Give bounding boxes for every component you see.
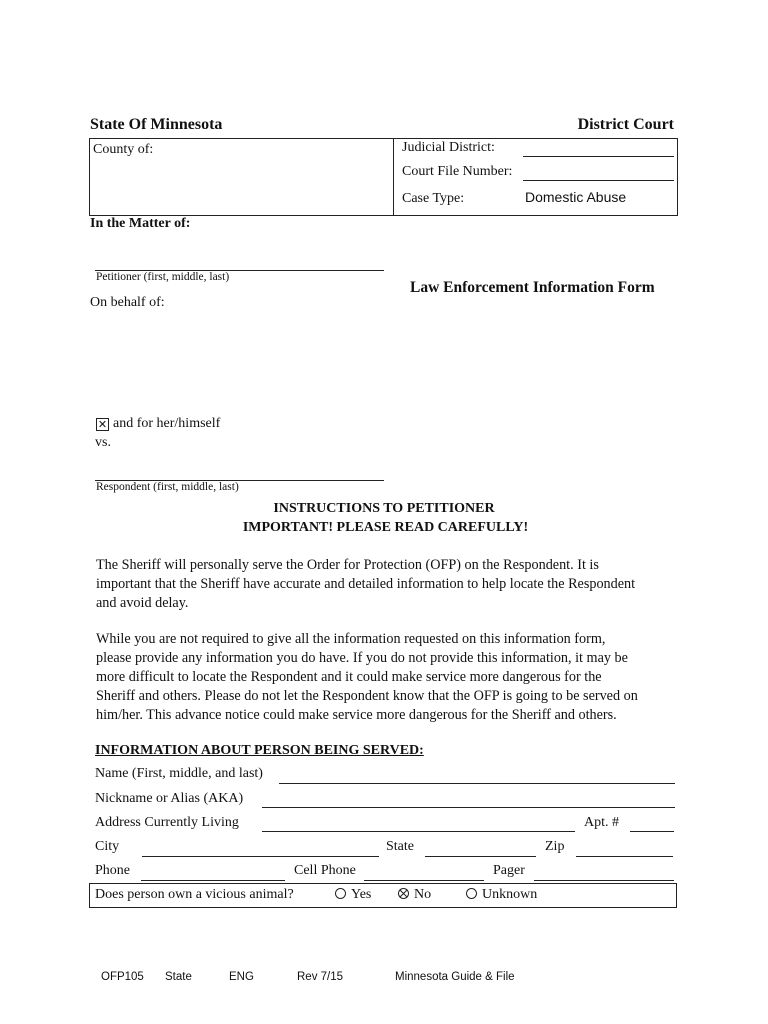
pager-label: Pager [493, 863, 525, 878]
paragraph-line: While you are not required to give all the information requested on this information form, [96, 631, 606, 647]
cell-phone-field[interactable] [364, 880, 484, 881]
form-title: Law Enforcement Information Form [410, 279, 655, 296]
animal-yes-label: Yes [351, 887, 372, 902]
vicious-animal-question: Does person own a vicious animal? [95, 887, 294, 902]
radio-checked-icon[interactable] [398, 888, 409, 899]
instructions-title: INSTRUCTIONS TO PETITIONER [273, 501, 495, 516]
court-file-number-field[interactable] [523, 180, 674, 181]
instructions-paragraph-2 [96, 630, 686, 725]
footer-source: Minnesota Guide & File [395, 971, 515, 983]
phone-label: Phone [95, 863, 130, 878]
case-type-value: Domestic Abuse [525, 189, 627, 205]
in-the-matter-of-label: In the Matter of: [90, 216, 191, 231]
footer-form-id: OFP105 [101, 971, 144, 983]
city-field[interactable] [142, 856, 379, 857]
name-label: Name (First, middle, and last) [95, 766, 263, 781]
judicial-district-field[interactable] [523, 156, 674, 157]
paragraph-line: Sheriff and others. Please do not let the Respondent know that the OFP is going to be served on [96, 688, 638, 704]
animal-option-unknown[interactable] [466, 887, 537, 903]
animal-option-yes[interactable] [335, 887, 371, 903]
state-heading: State Of Minnesota [90, 116, 223, 133]
petitioner-label: Petitioner (first, middle, last) [96, 271, 230, 283]
pager-field[interactable] [534, 880, 674, 881]
self-checkbox-row[interactable] [96, 416, 220, 432]
nickname-label: Nickname or Alias (AKA) [95, 791, 244, 806]
zip-label: Zip [545, 839, 565, 854]
name-field[interactable] [279, 783, 675, 784]
paragraph-line: and avoid delay. [96, 595, 189, 611]
important-title: IMPORTANT! PLEASE READ CAREFULLY! [242, 520, 529, 535]
checkbox-checked-icon[interactable]: ✕ [97, 418, 108, 431]
county-label: County of: [93, 142, 154, 157]
animal-option-no[interactable] [398, 887, 431, 903]
court-file-number-label: Court File Number: [402, 164, 513, 179]
address-field[interactable] [262, 831, 575, 832]
state-field[interactable] [425, 856, 536, 857]
self-checkbox-label: and for her/himself [113, 416, 221, 431]
paragraph-line: please provide any information you do have. If you do not provide this information, it may be [96, 650, 628, 666]
city-label: City [95, 839, 120, 854]
footer-revision: Rev 7/15 [297, 971, 344, 983]
info-section-title: INFORMATION ABOUT PERSON BEING SERVED: [95, 743, 424, 758]
nickname-field[interactable] [262, 807, 675, 808]
vs-label: vs. [95, 435, 111, 450]
judicial-district-label: Judicial District: [402, 140, 495, 155]
instructions-paragraph-1 [96, 556, 686, 613]
radio-unchecked-icon[interactable] [466, 888, 477, 899]
case-type-label: Case Type: [402, 191, 465, 206]
footer [0, 971, 768, 987]
animal-no-label: No [414, 887, 432, 902]
paragraph-line: The Sheriff will personally serve the Order for Protection (OFP) on the Respondent. It is [96, 557, 599, 573]
respondent-label: Respondent (first, middle, last) [96, 481, 239, 493]
court-heading: District Court [577, 116, 674, 133]
address-label: Address Currently Living [95, 815, 239, 830]
caption-divider [393, 138, 394, 215]
phone-field[interactable] [141, 880, 285, 881]
paragraph-line: important that the Sheriff have accurate and detailed information to help locate the Respondent [96, 576, 636, 592]
zip-field[interactable] [576, 856, 673, 857]
radio-unchecked-icon[interactable] [335, 888, 346, 899]
footer-jurisdiction: State [165, 971, 192, 983]
on-behalf-of-label: On behalf of: [90, 295, 165, 310]
cell-phone-label: Cell Phone [294, 863, 356, 878]
paragraph-line: more difficult to locate the Respondent and it could make service more dangerous for the [96, 669, 602, 685]
state-label: State [386, 839, 414, 854]
footer-language: ENG [229, 971, 254, 983]
apt-field[interactable] [630, 831, 674, 832]
apt-label: Apt. # [584, 815, 619, 830]
animal-unknown-label: Unknown [482, 887, 538, 902]
paragraph-line: him/her. This advance notice could make service more dangerous for the Sheriff and others. [96, 707, 617, 723]
